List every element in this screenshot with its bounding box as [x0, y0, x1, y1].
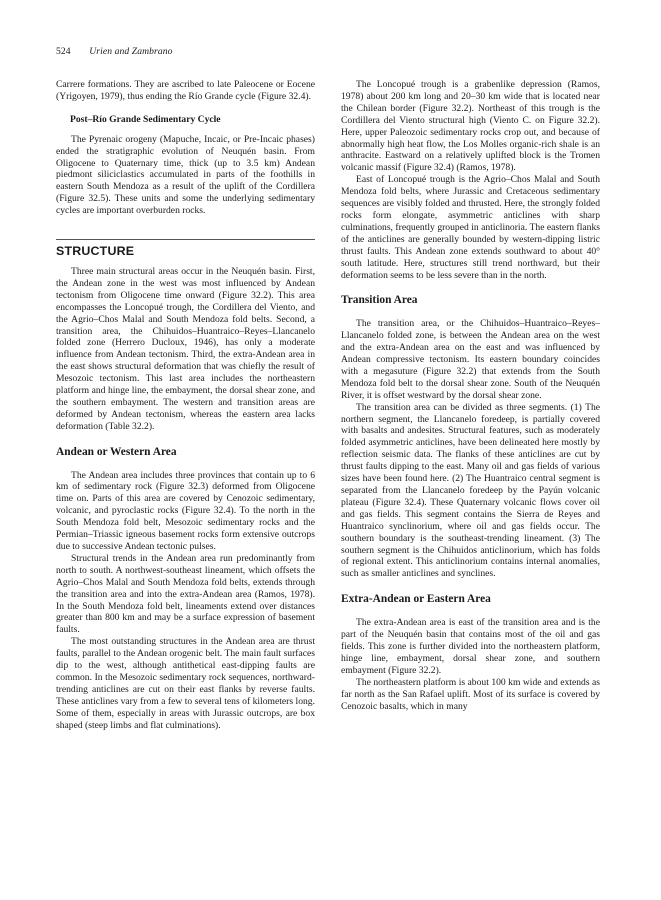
transition-area-heading: Transition Area: [341, 294, 418, 307]
structure-heading: STRUCTURE: [56, 244, 135, 259]
right-column: [341, 79, 600, 712]
extra-andean-area-heading: Extra-Andean or Eastern Area: [341, 593, 491, 606]
post-rio-grande-paragraph: The Pyrenaic orogeny (Mapuche, Incaic, or Pre-Incaic phases) ended the stratigraphic evolution of Neuquén basin. From Oligocene to Quaternary time, thick (up to 3.5 km) Andean piedmont siliciclastics accumulated in parts of the foothills in eastern South Mendoza as a result of the uplift of the Cordillera (Figure 32.5). These units and some the underlying sedimentary cycles are important overburden rocks.: [56, 133, 315, 217]
transition-paragraph-1: The transition area, or the Chihuidos–Huantraico–Reyes–Llancanelo folded zone, is between the Andean area on the west and the extra-Andean area on the east and was influenced by Andean compressive tectonism. Its eastern boundary coincides with a megasuture (Figure 32.2) that extends from the South Mendoza fold belt to the dorsal shear zone. South of the Neuquén River, it is offset westward by the dorsal shear zone.: [341, 318, 600, 401]
section-rule: [56, 239, 315, 240]
post-rio-grande-heading: Post–Río Grande Sedimentary Cycle: [70, 113, 221, 125]
running-head-authors: Urien and Zambrano: [89, 46, 173, 57]
andean-area-heading: Andean or Western Area: [56, 445, 177, 458]
loncopue-paragraph: The Loncopué trough is a grabenlike depression (Ramos, 1978) about 200 km long and 20–30 km wide that is located near the Chilean border (Figure 32.2). Northeast of this trough is the Cordillera del Viento structural high (Viento C. on Figure 32.2). Here, upper Paleozoic sedimentary rocks crop out, and because of abnormally high heat flow, the Los Molles organic-rich shale is an anthracite. Eastward on a relatively uplifted block is the Tromen volcanic massif (Figure 32.4) (Ramos, 1978).: [341, 79, 600, 174]
extra-andean-paragraph-1: The extra-Andean area is east of the transition area and is the part of the Neuquén basin that contains most of the oil and gas fields. This zone is further divided into the northeastern platform, hinge line, embayment, dorsal shear zone, and southern embayment (Figure 32.2).: [341, 617, 600, 676]
andean-paragraph-3: The most outstanding structures in the Andean area are thrust faults, parallel to the Andean orogenic belt. The main fault surfaces dip to the west, although antithetical east-dipping faults are common. In the Mesozoic sedimentary rock sequences, northward-trending anticlines are cut on their east flanks by reverse faults. These anticlines vary from a few to several tens of kilometers long. Some of them, especially in areas with Jurassic outcrops, are box shaped (steep limbs and flat culminations).: [56, 636, 315, 731]
andean-paragraph-1: The Andean area includes three provinces that contain up to 6 km of sedimentary rock (Figure 32.3) deformed from Oligocene time on. Parts of this area are covered by Cenozoic sedimentary, volcanic, and pyroclastic rocks (Figure 32.4). To the north in the South Mendoza fold belt, Mesozoic sedimentary rocks and the Permian–Triassic igneous basement rocks form extensive outcrops due to successive Andean tectonic pulses.: [56, 469, 315, 552]
agrio-paragraph: East of Loncopué trough is the Agrio–Chos Malal and South Mendoza fold belts, where Jurassic and Cretaceous sedimentary sequences are visibly folded and thrusted. Here, the strongly folded rocks form elongate, asymmetric anticlines with sharp culminations, frequently grouped in anticlinoria. The eastern flanks of the anticlines are generally bounded by western-dipping listric thrust faults. This Andean zone extends southward to about 40° south latitude. Here, structures still trend northward, but their deformation seems to be less severe than in the north.: [341, 174, 600, 281]
extra-andean-paragraph-2: The northeastern platform is about 100 km wide and extends as far north as the San Rafael uplift. Most of its surface is covered by Cenozoic basalts, which in many: [341, 676, 600, 712]
andean-paragraph-2: Structural trends in the Andean area run predominantly from north to south. A northwest-southeast lineament, which offsets the Agrio–Chos Malal and South Mendoza fold belts, extends through the transition area and into the extra-Andean area (Ramos, 1978). In the South Mendoza fold belt, lineaments extend over distances greater than 800 km and may be a surface expression of basement faults.: [56, 552, 315, 636]
intro-paragraph: Carrere formations. They are ascribed to late Paleocene or Eocene (Yrigoyen, 1979), thus ending the Río Grande cycle (Figure 32.4).: [56, 79, 315, 102]
transition-paragraph-2: The transition area can be divided as three segments. (1) The northern segment, the Llancanelo foredeep, is partially covered with basalts and andesites. Structural features, such as moderately folded asymmetric anticlines, have been delineated here mostly by reflection seismic data. The flanks of these anticlines are cut by thrust faults dipping to the east. Many oil and gas fields of various sizes have been found here. (2) The Huantraico central segment is separated from the Llancanelo foredeep by the Payún volcanic plateau (Figure 32.4). These Quaternary volcanic flows cover oil and gas fields. This segment contains the Sierra de Reyes and Huantraico synclinorium, where oil and gas fields occur. The southern boundary is the southeast-trending lineament. (3) The southern segment is the Chihuidos anticlinorium, which has folds of regional extent. This anticlinorium contains internal anomalies, such as smaller anticlines and synclines.: [341, 401, 600, 580]
running-head: [56, 46, 173, 57]
page-number: 524: [56, 46, 71, 57]
left-column: [56, 79, 315, 732]
structure-paragraph: Three main structural areas occur in the Neuquén basin. First, the Andean zone in the west was most influenced by Andean tectonism from Oligocene time onward (Figure 32.2). This area encompasses the Loncopué trough, the Cordillera del Viento, and the Agrio–Chos Malal and South Mendoza fold belts. Second, a transition area, the Chihuidos–Huantraico–Reyes–Llancanelo folded zone (Herrero Ducloux, 1946), has only a moderate influence from Andean tectonism. Third, the extra-Andean area in the east shows structural deformation that was chiefly the result of Mesozoic tectonism. This last area includes the northeastern platform and hinge line, the embayment, the dorsal shear zone, and the southern embayment. The western and transition areas are deformed by Andean tectonism, whereas the eastern area lacks deformation (Table 32.2).: [56, 265, 315, 432]
